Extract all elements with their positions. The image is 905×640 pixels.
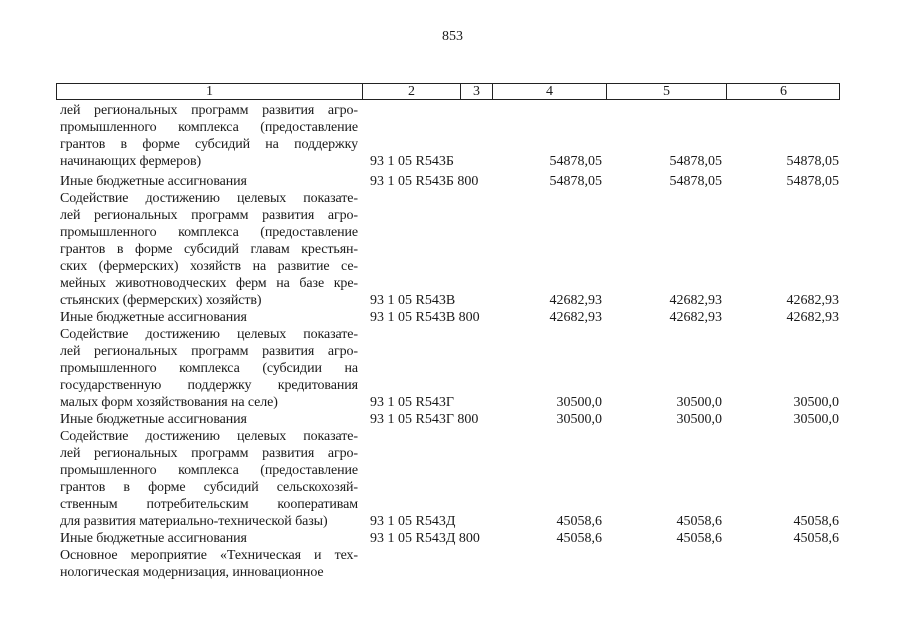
header-col-2: 2: [362, 84, 460, 99]
description-line: нологическая модернизация, инновационное: [60, 565, 324, 580]
row-code: 93 1 05 R543Г: [370, 395, 454, 410]
header-col-1: 1: [206, 84, 213, 99]
row-value-col5: 42682,93: [669, 293, 722, 308]
row-value-col4: 30500,0: [556, 395, 602, 410]
row-code: 93 1 05 R543В 800: [370, 310, 480, 325]
row-value-col5: 45058,6: [676, 531, 722, 546]
row-description: [60, 326, 358, 411]
description-line: грантов в форме субсидий главам крестьян-: [60, 242, 358, 257]
table-row: [56, 530, 840, 547]
row-value-col5: 30500,0: [676, 395, 722, 410]
row-description: [60, 547, 358, 581]
row-value-col4: 42682,93: [549, 310, 602, 325]
description-line: грантов в форме субсидий сельскохозяй-: [60, 480, 358, 495]
description-line: государственную поддержку кредитования: [60, 378, 358, 393]
row-value-col6: 42682,93: [786, 310, 839, 325]
row-description: [60, 190, 358, 309]
table-row: [56, 547, 840, 581]
description-line: Иные бюджетные ассигнования: [60, 412, 247, 427]
description-line: Содействие достижению целевых показате-: [60, 191, 358, 206]
row-value-col5: 42682,93: [669, 310, 722, 325]
row-value-col5: 54878,05: [669, 174, 722, 189]
row-description: [60, 530, 358, 547]
row-value-col4: 54878,05: [549, 154, 602, 169]
row-value-col4: 45058,6: [556, 531, 602, 546]
row-value-col5: 45058,6: [676, 514, 722, 529]
header-col-3: 3: [460, 84, 492, 99]
row-code: 93 1 05 R543В: [370, 293, 456, 308]
header-col-5: 5: [606, 84, 726, 99]
row-value-col6: 30500,0: [793, 412, 839, 427]
page-number: 853: [442, 29, 463, 44]
description-line: промышленного комплекса (предоставление: [60, 120, 358, 135]
description-line: лей региональных программ развития агро-: [60, 446, 358, 461]
description-line: для развития материально-технической базы): [60, 514, 328, 529]
row-code: 93 1 05 R543Д: [370, 514, 456, 529]
description-line: Содействие достижению целевых показате-: [60, 429, 358, 444]
table-row: [56, 428, 840, 530]
table-row: [56, 411, 840, 428]
row-description: [60, 411, 358, 428]
description-line: ских (фермерских) хозяйств на развитие се-: [60, 259, 358, 274]
table-row: [56, 173, 840, 190]
table-row: [56, 326, 840, 411]
row-description: [60, 428, 358, 530]
header-col-6: 6: [726, 84, 840, 99]
row-description: [60, 173, 358, 190]
row-value-col6: 54878,05: [786, 174, 839, 189]
description-line: промышленного комплекса (предоставление: [60, 463, 358, 478]
row-value-col6: 45058,6: [793, 514, 839, 529]
row-value-col5: 30500,0: [676, 412, 722, 427]
description-line: промышленного комплекса (субсидии на: [60, 361, 358, 376]
description-line: Иные бюджетные ассигнования: [60, 310, 247, 325]
row-description: [60, 102, 358, 170]
row-description: [60, 309, 358, 326]
description-line: ственным потребительским кооперативам: [60, 497, 358, 512]
description-line: лей региональных программ развития агро-: [60, 208, 358, 223]
description-line: мейных животноводческих ферм на базе кре-: [60, 276, 358, 291]
description-line: Иные бюджетные ассигнования: [60, 531, 247, 546]
row-value-col4: 45058,6: [556, 514, 602, 529]
description-line: малых форм хозяйствования на селе): [60, 395, 278, 410]
description-line: лей региональных программ развития агро-: [60, 103, 358, 118]
description-line: лей региональных программ развития агро-: [60, 344, 358, 359]
description-line: грантов в форме субсидий на поддержку: [60, 137, 358, 152]
description-line: Основное мероприятие «Техническая и тех-: [60, 548, 358, 563]
row-value-col4: 54878,05: [549, 174, 602, 189]
table-row: [56, 102, 840, 170]
description-line: начинающих фермеров): [60, 154, 202, 169]
table-row: [56, 309, 840, 326]
row-code: 93 1 05 R543Б: [370, 154, 454, 169]
row-code: 93 1 05 R543Г 800: [370, 412, 479, 427]
description-line: стьянских (фермерских) хозяйств): [60, 293, 262, 308]
row-value-col6: 45058,6: [793, 531, 839, 546]
header-col-4: 4: [492, 84, 606, 99]
description-line: Содействие достижению целевых показате-: [60, 327, 358, 342]
row-value-col4: 42682,93: [549, 293, 602, 308]
row-value-col6: 42682,93: [786, 293, 839, 308]
row-code: 93 1 05 R543Д 800: [370, 531, 480, 546]
description-line: Иные бюджетные ассигнования: [60, 174, 247, 189]
row-value-col4: 30500,0: [556, 412, 602, 427]
description-line: промышленного комплекса (предоставление: [60, 225, 358, 240]
row-value-col5: 54878,05: [669, 154, 722, 169]
table-header: [56, 83, 840, 100]
row-value-col6: 54878,05: [786, 154, 839, 169]
table-row: [56, 190, 840, 309]
row-code: 93 1 05 R543Б 800: [370, 174, 479, 189]
row-value-col6: 30500,0: [793, 395, 839, 410]
